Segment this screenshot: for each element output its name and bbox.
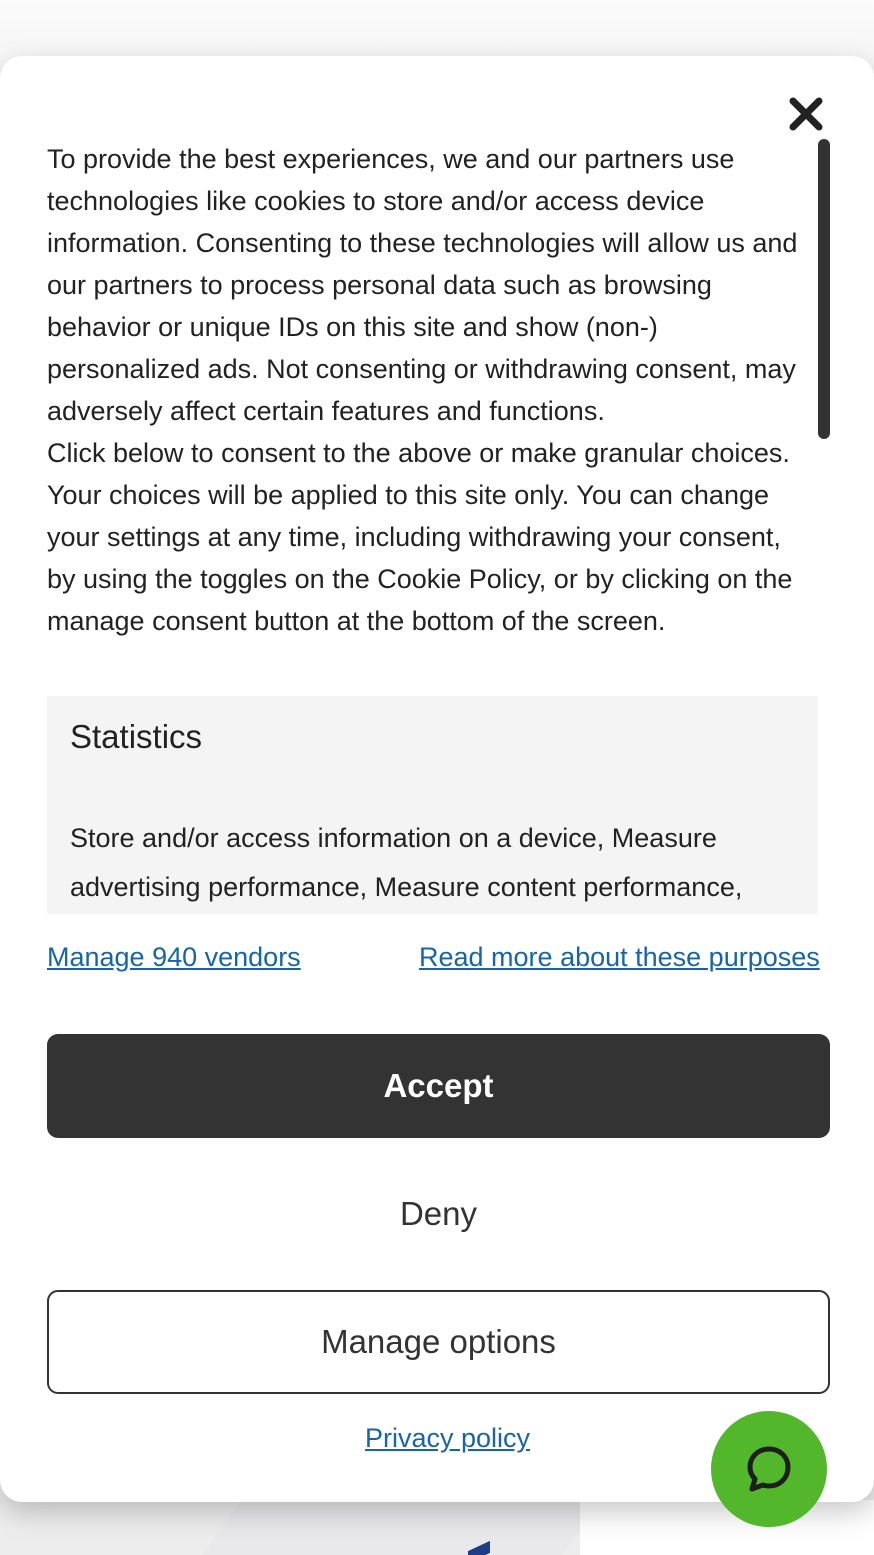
chat-bubble-icon	[741, 1441, 797, 1497]
read-more-purposes-link[interactable]: Read more about these purposes	[419, 942, 820, 972]
privacy-policy-link[interactable]: Privacy policy	[365, 1423, 531, 1453]
deny-button[interactable]: Deny	[47, 1164, 830, 1264]
consent-paragraph-intro: To provide the best experiences, we and our partners use technologies like cookies to store and/or access device information. Consenting to these technologies will allow us and our partners to process personal data such as browsing behavior or unique IDs on this site and show (non-) personalized ads. Not consenting or withdrawing consent, may adversely affect certain features and functions.	[47, 144, 798, 426]
cookie-consent-dialog	[0, 56, 874, 1502]
close-button[interactable]	[786, 94, 826, 134]
scrollbar-thumb[interactable]	[818, 139, 830, 439]
consent-message	[47, 138, 807, 642]
accept-button[interactable]: Accept	[47, 1034, 830, 1138]
purpose-title: Statistics	[70, 718, 203, 755]
manage-options-button[interactable]: Manage options	[47, 1290, 830, 1394]
chat-button[interactable]	[711, 1411, 827, 1527]
manage-vendors-link[interactable]: Manage 940 vendors	[47, 942, 301, 972]
purpose-card-statistics	[47, 696, 818, 914]
backdrop-shape	[199, 1500, 601, 1555]
consent-paragraph-choices: Click below to consent to the above or make granular choices. Your choices will be applied to this site only. You can change your settings at any time, including withdrawing your consent, by using the toggles on the Cookie Policy, or by clicking on the manage consent button at the bottom of the screen.	[47, 438, 793, 636]
close-icon	[786, 94, 826, 134]
purpose-description: Store and/or access information on a device, Measure advertising performance, Measure content performance,	[70, 823, 743, 902]
